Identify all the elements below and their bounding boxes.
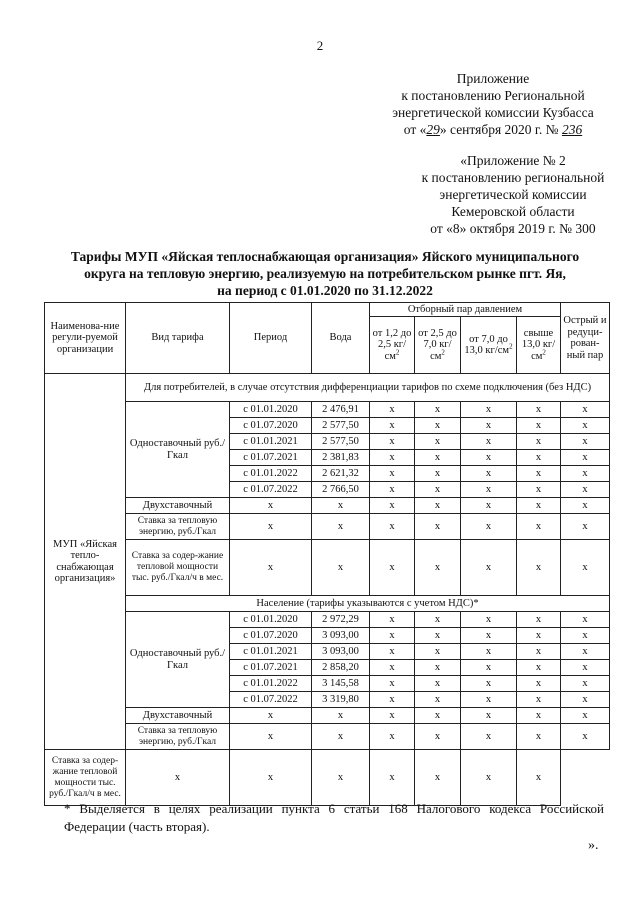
period-cell: с 01.07.2022 [230,482,312,498]
x-cell: х [517,482,561,498]
x-cell: х [561,434,610,450]
x-cell: х [561,692,610,708]
x-cell: х [370,660,415,676]
x-cell: х [517,498,561,514]
x-cell: х [517,402,561,418]
x-cell: х [370,612,415,628]
period-cell: с 01.01.2020 [230,612,312,628]
x-cell: х [517,540,561,596]
x-cell: х [415,418,461,434]
period-cell: с 01.07.2021 [230,450,312,466]
appendix2-line: от «8» октября 2019 г. № 300 [430,221,596,236]
water-value-cell: 2 476,91 [312,402,370,418]
x-cell: х [461,514,517,540]
section-consumers-header: Для потребителей, в случае отсутствия дифференциации тарифов по схеме подключения (без НДС) [126,374,610,402]
handwritten-day: 29 [426,122,440,137]
x-cell: х [561,708,610,724]
x-cell: х [561,514,610,540]
x-cell: х [561,644,610,660]
x-cell: х [561,466,610,482]
x-cell: х [415,466,461,482]
x-cell: х [561,660,610,676]
x-cell: х [370,402,415,418]
x-cell: х [370,466,415,482]
x-cell: х [370,482,415,498]
x-cell: х [370,450,415,466]
x-cell: х [461,628,517,644]
x-cell: х [312,514,370,540]
header-sharp-steam: Острый и редуци-рован-ный пар [561,303,610,374]
table-row [45,374,610,402]
x-cell: х [230,750,312,806]
x-cell: х [561,676,610,692]
x-cell: х [517,628,561,644]
two-part-tariff-label: Двухставочный [126,708,230,724]
x-cell: х [415,708,461,724]
x-cell: х [230,498,312,514]
water-value-cell: 2 577,50 [312,434,370,450]
x-cell: х [461,434,517,450]
x-cell: х [370,676,415,692]
period-cell: с 01.01.2021 [230,434,312,450]
x-cell: х [415,644,461,660]
appendix2-line: к постановлению региональной [421,170,605,185]
x-cell: х [370,692,415,708]
header-steam-group: Отборный пар давлением [370,303,561,317]
period-cell: с 01.01.2022 [230,676,312,692]
x-cell: х [370,708,415,724]
x-cell: х [370,724,415,750]
x-cell: х [370,540,415,596]
x-cell: х [415,612,461,628]
x-cell: х [415,660,461,676]
x-cell: х [461,482,517,498]
x-cell: х [561,498,610,514]
table-row [45,514,610,540]
table-row [45,498,610,514]
x-cell: х [370,418,415,434]
x-cell: х [461,612,517,628]
x-cell: х [517,418,561,434]
header-steam-3: от 7,0 до 13,0 $кг/см^2$ [461,317,517,374]
header-tariff-type: Вид тарифа [126,303,230,374]
x-cell: х [230,514,312,540]
x-cell: х [561,482,610,498]
header-water: Вода [312,303,370,374]
water-value-cell: 2 972,29 [312,612,370,628]
x-cell: х [461,750,517,806]
appendix2-line: энергетической комиссии [439,187,587,202]
x-cell: х [517,466,561,482]
water-value-cell: 2 621,32 [312,466,370,482]
x-cell: х [461,724,517,750]
footnote: * Выделяется в целях реализации пункта 6 статьи 168 Налогового кодекса Российской Федерации (часть вторая). [64,801,604,834]
x-cell: х [415,692,461,708]
x-cell: х [517,724,561,750]
appendix2-block [388,152,638,237]
x-cell: х [561,724,610,750]
appendix-line: к постановлению Региональной [401,88,585,103]
water-value-cell: 3 093,00 [312,628,370,644]
x-cell: х [461,644,517,660]
table-row [45,724,610,750]
x-cell: х [230,708,312,724]
x-cell: х [517,676,561,692]
closing-quote: ». [588,838,599,853]
section-population-header: Население (тарифы указываются с учетом НДС)* [126,596,610,612]
period-cell: с 01.01.2020 [230,402,312,418]
header-steam-2: от 2,5 до 7,0 $кг/см^2$ [415,317,461,374]
period-cell: с 01.07.2020 [230,628,312,644]
header-steam-1: от 1,2 до 2,5 $кг/см^2$ [370,317,415,374]
x-cell: х [230,540,312,596]
x-cell: х [370,498,415,514]
x-cell: х [312,708,370,724]
x-cell: х [517,434,561,450]
appendix-line: Приложение [456,71,530,86]
appendix-date: от «29» сентября 2020 г. № 236 [403,122,583,137]
table-row [45,402,610,418]
tariff-table [44,302,610,806]
document-title: Тарифы МУП «Яйская теплоснабжающая организация» Яйского муниципального округа на тепловую энергию, реализуемую на потребительском рынке пгт. Яя, на период с 01.01.2020 по 31.12.2022 [70,249,580,298]
x-cell: х [517,660,561,676]
rate-capacity-label: Ставка за содер-жание тепловой мощности тыс. руб./Гкал/ч в мес. [45,750,126,806]
handwritten-number: 236 [561,122,583,137]
x-cell: х [461,660,517,676]
x-cell: х [517,612,561,628]
x-cell: х [461,498,517,514]
x-cell: х [461,708,517,724]
x-cell: х [370,628,415,644]
x-cell: х [517,692,561,708]
x-cell: х [517,450,561,466]
water-value-cell: 2 577,50 [312,418,370,434]
x-cell: х [561,628,610,644]
x-cell: х [312,750,370,806]
x-cell: х [517,514,561,540]
x-cell: х [415,498,461,514]
x-cell: х [461,676,517,692]
rate-capacity-label: Ставка за содер-жание тепловой мощности тыс. руб./Гкал/ч в мес. [126,540,230,596]
x-cell: х [561,450,610,466]
water-value-cell: 3 319,80 [312,692,370,708]
organization-name: МУП «Яйская тепло-снабжающая организация» [45,374,126,750]
x-cell: х [415,482,461,498]
x-cell: х [461,466,517,482]
water-value-cell: 2 766,50 [312,482,370,498]
x-cell: х [415,540,461,596]
water-value-cell: 3 145,58 [312,676,370,692]
x-cell: х [561,540,610,596]
x-cell: х [561,402,610,418]
x-cell: х [517,708,561,724]
table-row [45,708,610,724]
x-cell: х [461,692,517,708]
header-org: Наименова-ние регули-руемой организации [45,303,126,374]
x-cell: х [415,750,461,806]
two-part-tariff-label: Двухставочный [126,498,230,514]
header-period: Период [230,303,312,374]
x-cell: х [415,676,461,692]
table-row [45,750,610,806]
x-cell: х [561,612,610,628]
rate-energy-label: Ставка за тепловую энергию, руб./Гкал [126,724,230,750]
x-cell: х [312,498,370,514]
table-row [45,540,610,596]
x-cell: х [370,434,415,450]
header-steam-4: свыше 13,0 $кг/см^2$ [517,317,561,374]
period-cell: с 01.01.2021 [230,644,312,660]
x-cell: х [312,724,370,750]
one-part-tariff-label: Одноставочный руб./Гкал [126,402,230,498]
x-cell: х [415,450,461,466]
appendix2-line: «Приложение № 2 [460,153,566,168]
x-cell: х [370,514,415,540]
appendix-line: энергетической комиссии Кузбасса [392,105,594,120]
x-cell: х [370,750,415,806]
water-value-cell: 2 858,20 [312,660,370,676]
x-cell: х [461,418,517,434]
rate-energy-label: Ставка за тепловую энергию, руб./Гкал [126,514,230,540]
water-value-cell: 2 381,83 [312,450,370,466]
period-cell: с 01.07.2022 [230,692,312,708]
period-cell: с 01.01.2022 [230,466,312,482]
x-cell: х [415,628,461,644]
one-part-tariff-label: Одноставочный руб./Гкал [126,612,230,708]
period-cell: с 01.07.2021 [230,660,312,676]
x-cell: х [517,750,561,806]
x-cell: х [461,402,517,418]
x-cell: х [415,402,461,418]
x-cell: х [415,724,461,750]
water-value-cell: 3 093,00 [312,644,370,660]
x-cell: х [230,724,312,750]
x-cell: х [517,644,561,660]
appendix2-line: Кемеровской области [451,204,575,219]
table-row [45,612,610,628]
x-cell: х [461,540,517,596]
x-cell: х [461,450,517,466]
x-cell: х [126,750,230,806]
period-cell: с 01.07.2020 [230,418,312,434]
table-row [45,596,610,612]
x-cell: х [415,514,461,540]
x-cell: х [561,418,610,434]
x-cell: х [370,644,415,660]
page-number: 2 [316,38,324,53]
x-cell: х [312,540,370,596]
x-cell: х [415,434,461,450]
appendix-block [368,70,618,138]
